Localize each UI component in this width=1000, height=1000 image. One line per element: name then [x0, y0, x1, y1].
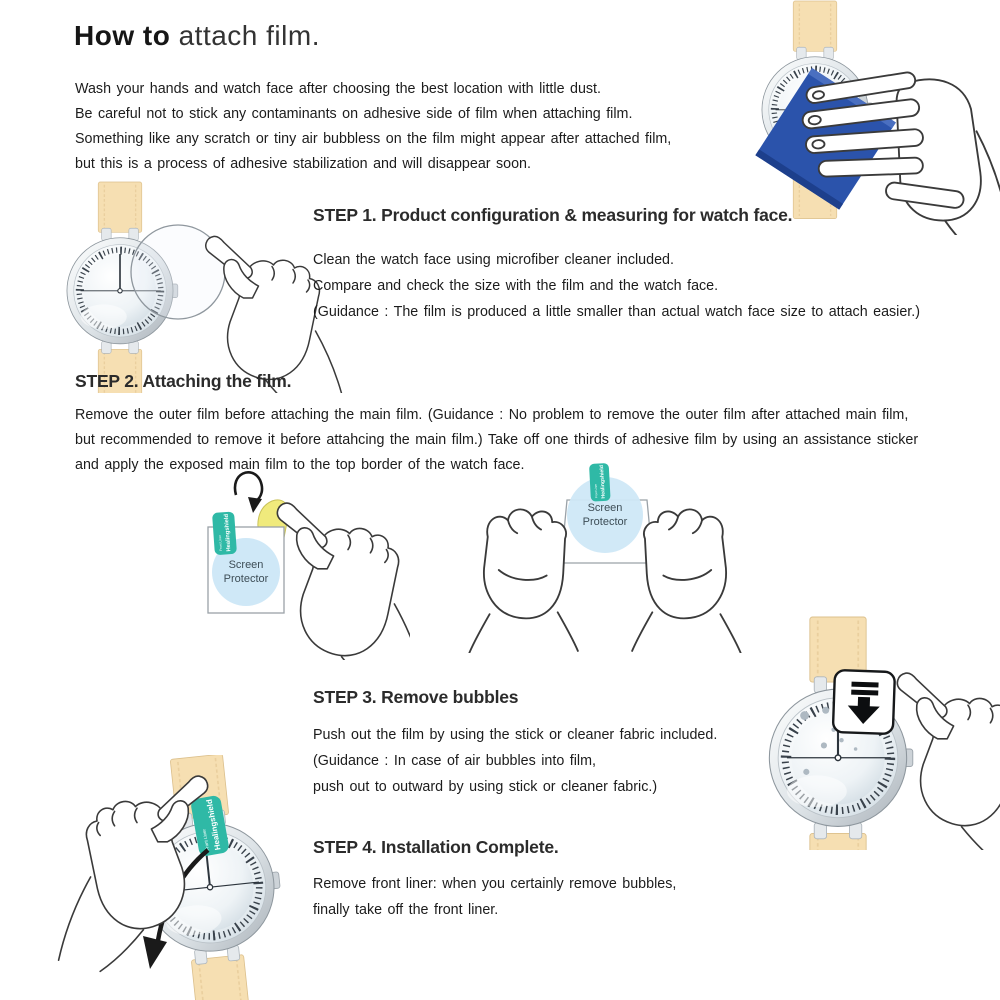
step4-heading: STEP 4. Installation Complete. [313, 837, 559, 857]
step1-line: Compare and check the size with the film and the watch face. [313, 278, 719, 294]
illustration-remove-liner [50, 755, 320, 1000]
intro-paragraph [75, 77, 671, 177]
step3-heading: STEP 3. Remove bubbles [313, 687, 519, 707]
screen-protector-label: Screen [587, 502, 623, 514]
illustration-peel-tab [170, 455, 410, 660]
intro-line: but this is a process of adhesive stabilization and will disappear soon. [75, 156, 531, 172]
illustration-push-bubbles [750, 615, 1000, 850]
step1-heading: STEP 1. Product configuration & measuring for watch face. [313, 205, 793, 225]
brand-sticker-graphic [212, 511, 237, 555]
pinching-hand-graphic [277, 503, 410, 660]
illustration-clean-watch [700, 0, 1000, 235]
right-hand-graphic [632, 509, 741, 652]
step2-line: but recommended to remove it before attahcing the main film.) Take off one thirds of adhesive film by using an assistance sticker [75, 432, 919, 448]
flip-arrow-icon [235, 472, 262, 513]
intro-line: Wash your hands and watch face after choosing the best location with little dust. [75, 81, 601, 97]
step4-line: finally take off the front liner. [313, 902, 499, 918]
page-title-emphasis: How to [74, 20, 171, 51]
illustration-hold-film [450, 448, 760, 653]
screen-protector-label: Protector [582, 516, 628, 528]
page-title [74, 20, 320, 52]
intro-line: Something like any scratch or tiny air bubbless on the film might appear after attached film, [75, 131, 672, 147]
step3-body [313, 722, 717, 800]
page-title-rest: attach film. [170, 20, 320, 51]
step3-line: push out to outward by using stick or cleaner fabric.) [313, 779, 658, 795]
left-hand-graphic [469, 509, 578, 652]
step2-heading: STEP 2. Attaching the film. [75, 371, 292, 391]
step2-line: and apply the exposed main film to the top border of the watch face. [75, 457, 525, 473]
illustration-measure-film [40, 178, 360, 393]
step4-body [313, 871, 676, 923]
step1-body [313, 247, 920, 325]
pusher-card-graphic [833, 670, 895, 734]
watch-graphic [769, 617, 912, 850]
step1-line: Clean the watch face using microfiber cleaner included. [313, 252, 674, 268]
step1-line: (Guidance : The film is produced a little smaller than actual watch face size to attach easier.) [313, 304, 921, 320]
step3-line: (Guidance : In case of air bubbles into film, [313, 753, 596, 769]
step2-line: Remove the outer film before attaching the main film. (Guidance : No problem to remove the outer film after attached main film, [75, 407, 909, 423]
screen-protector-label: Screen [228, 559, 264, 571]
intro-line: Be careful not to stick any contaminants on adhesive side of film when attaching film. [75, 106, 633, 122]
screen-protector-label: Protector [223, 573, 269, 585]
step4-line: Remove front liner: when you certainly remove bubbles, [313, 876, 677, 892]
step3-line: Push out the film by using the stick or cleaner fabric included. [313, 727, 718, 743]
brand-sticker-graphic [589, 463, 611, 502]
